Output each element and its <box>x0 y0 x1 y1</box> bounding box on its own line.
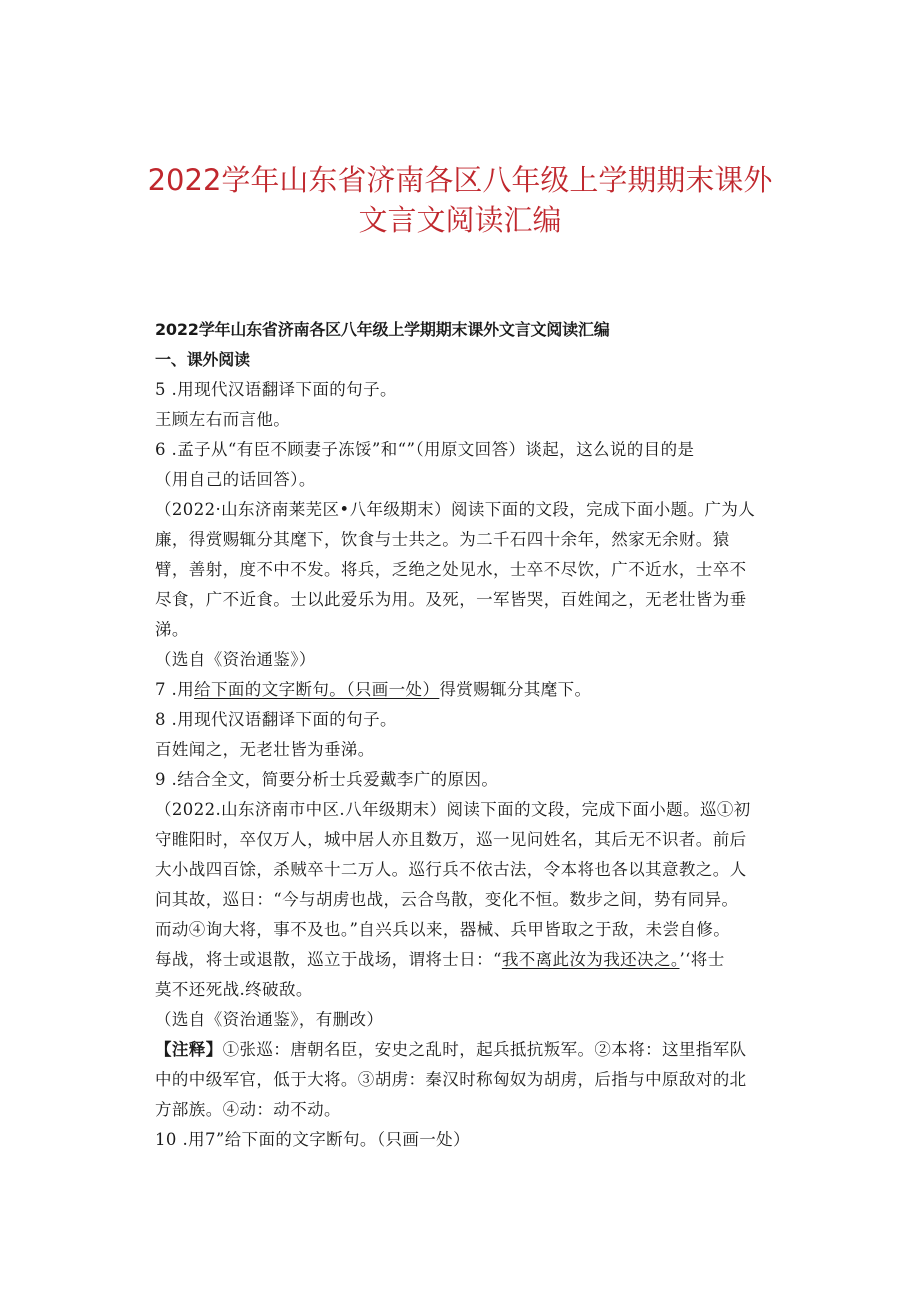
notes-line-2: 中的中级军官，低于大将。③胡虏：秦汉时称匈奴为胡虏，后指与中原敌对的北 <box>155 1070 747 1089</box>
passage-2-line-7: 莫不还死战.终破敌。 <box>155 980 313 999</box>
passage-2-line-6 <box>155 945 775 975</box>
question-7 <box>155 675 775 705</box>
notes-label: 【注释】 <box>155 1040 223 1059</box>
passage-1-line-4: 尽食，广不近食。士以此爱乐为用。及死，一军皆哭，百姓闻之，无老壮皆为垂 <box>155 590 747 609</box>
passage-2-underlined-sentence: 我不离此汝为我还决之。 <box>501 950 680 969</box>
passage-1-line-3: 臂，善射，度不中不发。将兵，乏绝之处见水，士卒不尽饮，广不近水，士卒不 <box>155 560 747 579</box>
passage-2-source: （选自《资治通鉴》，有删改） <box>155 1010 384 1029</box>
document-title <box>0 160 920 240</box>
question-6-line-1: 6 .孟子从“有臣不顾妻子冻馁”和“”（用原文回答）谈起，这么说的目的是 <box>155 440 695 459</box>
notes-line-1-text: ①张巡：唐朝名臣，安史之乱时，起兵抵抗叛军。②本将：这里指军队 <box>222 1040 747 1059</box>
passage-2-line-2: 守睢阳时，卒仅万人，城中居人亦且数万，巡一见问姓名，其后无不识者。前后 <box>155 830 747 849</box>
question-7-suffix: 得赏赐辄分其麾下。 <box>439 680 592 699</box>
passage-2-line-5: 而动④询大将，事不及也。”自兴兵以来，器械、兵甲皆取之于敌，未尝自修。 <box>155 920 731 939</box>
section-subheading: 一、课外阅读 <box>155 350 250 369</box>
passage-2-line-3: 大小战四百馀，杀贼卒十二万人。巡行兵不依古法，令本将也各以其意教之。人 <box>155 860 747 879</box>
question-8-sentence: 百姓闻之，无老壮皆为垂涕。 <box>155 740 375 759</box>
question-8: 8 .用现代汉语翻译下面的句子。 <box>155 710 397 729</box>
passage-1-line-5: 涕。 <box>155 620 189 639</box>
question-6-line-2: （用自己的话回答）。 <box>155 470 316 489</box>
section-heading: 2022学年山东省济南各区八年级上学期期末课外文言文阅读汇编 <box>155 320 610 339</box>
notes-line-1 <box>155 1035 775 1065</box>
question-5: 5 .用现代汉语翻译下面的句子。 <box>155 380 397 399</box>
title-line-2: 文言文阅读汇编 <box>358 203 562 237</box>
passage-2-line-1: （2022.山东济南市中区.八年级期末）阅读下面的文段，完成下面小题。巡①初 <box>155 800 751 819</box>
passage-1-line-2: 廉，得赏赐辄分其麾下，饮食与士共之。为二千石四十余年，然家无余财。猿 <box>155 530 730 549</box>
passage-1-source: （选自《资治通鉴》） <box>155 650 316 669</box>
question-9: 9 .结合全文，简要分析士兵爱戴李广的原因。 <box>155 770 499 789</box>
document-body <box>155 315 775 1155</box>
passage-2-line-4: 问其故，巡日：“今与胡虏也战，云合鸟散，变化不恒。数步之间，势有同异。 <box>155 890 739 909</box>
passage-2-line-6-prefix: 每战，将士或退散，巡立于战场，谓将士日：“ <box>155 950 502 969</box>
question-7-underlined: 给下面的文字断句。（只画一处） <box>194 680 440 699</box>
passage-2-line-6-suffix: ’‘将士 <box>679 950 725 969</box>
passage-1-line-1: （2022·山东济南莱芜区•八年级期末）阅读下面的文段，完成下面小题。广为人 <box>155 500 756 519</box>
question-5-sentence: 王顾左右而言他。 <box>155 410 291 429</box>
notes-line-3: 方部族。④动：动不动。 <box>155 1100 341 1119</box>
question-7-prefix: 7 .用 <box>155 680 195 699</box>
title-line-1: 2022学年山东省济南各区八年级上学期期末课外 <box>147 163 773 197</box>
question-10: 10 .用7”给下面的文字断句。（只画一处） <box>155 1130 470 1149</box>
